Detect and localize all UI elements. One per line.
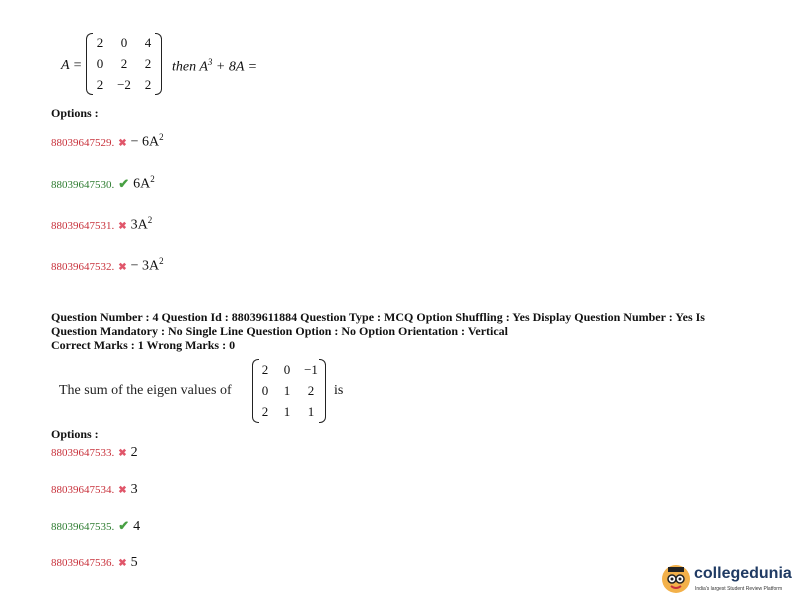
q3-matrix-cell: 2 [96, 35, 104, 50]
q4-matrix-cell: 1 [283, 383, 291, 398]
cross-icon: ✖ [118, 485, 127, 496]
option-id: 88039647535. [51, 521, 115, 533]
option-id: 88039647534. [51, 484, 115, 496]
options-label-q4: Options : [51, 427, 99, 441]
check-icon: ✔ [118, 518, 130, 533]
q3-matrix-cell: −2 [117, 76, 131, 92]
option-row [51, 482, 138, 498]
q4-matrix-cell: 0 [261, 383, 269, 398]
q3-matrix-cell: 2 [120, 55, 128, 71]
q4-matrix [254, 359, 324, 423]
q4-meta [51, 310, 751, 352]
option-id: 88039647529. [51, 136, 115, 149]
cross-icon: ✖ [118, 558, 127, 569]
option-row [51, 445, 138, 461]
cross-icon: ✖ [118, 220, 127, 232]
option-row [51, 174, 155, 193]
option-text: 3 [130, 482, 138, 497]
q4-matrix-cell: 0 [283, 362, 291, 377]
q3-matrix-cell: 2 [96, 76, 104, 92]
option-row [51, 256, 164, 275]
option-row [51, 132, 164, 151]
q3-matrix-cell: 4 [144, 35, 152, 50]
option-id: 88039647536. [51, 557, 115, 569]
q4-matrix-cell: 1 [283, 404, 291, 419]
option-text: − $3A^2$ [130, 256, 164, 274]
option-row [51, 215, 152, 234]
check-icon: ✔ [118, 175, 130, 191]
q4-matrix-cell: 2 [261, 362, 269, 377]
q4-matrix-cell: 2 [307, 383, 315, 398]
q4-matrix-cell: 1 [307, 404, 315, 419]
option-row [51, 555, 138, 571]
option-id: 88039647533. [51, 447, 115, 459]
option-text: − $6A^2$ [130, 132, 164, 150]
q4-meta-line1: Question Number : 4 Question Id : 88039611884 Question Type : MCQ Option Shuffling : Yes Display Question Number : Yes Is [51, 310, 705, 324]
q4-matrix-cell: −1 [304, 362, 318, 377]
q3-matrix-cell: 2 [144, 55, 152, 71]
brand-logo [662, 561, 792, 599]
q3-matrix-cell: 2 [144, 76, 152, 92]
option-text: $3A^2$ [130, 215, 153, 233]
option-text: 5 [130, 555, 138, 570]
option-text: 4 [133, 519, 141, 534]
q4-marks: Correct Marks : 1 Wrong Marks : 0 [51, 338, 236, 352]
q4-matrix-cell: 2 [261, 404, 269, 419]
q3-then-text: then $A^3 + 8A$ = [172, 57, 258, 75]
q3-matrix [88, 33, 160, 95]
option-id: 88039647531. [51, 219, 115, 232]
option-text: 2 [130, 445, 138, 460]
option-row [51, 518, 140, 535]
option-id: 88039647532. [51, 260, 115, 273]
brand-name: collegedunia [694, 565, 792, 582]
q4-question-prefix: The sum of the eigen values of [59, 383, 232, 398]
q4-question-suffix: is [334, 383, 344, 398]
cross-icon: ✖ [118, 137, 127, 149]
mascot-icon [662, 565, 690, 593]
q3-matrix-cell: 0 [120, 35, 128, 50]
q3-lhs: A = [61, 58, 83, 73]
option-id: 88039647530. [51, 178, 115, 191]
q4-meta-line2: Question Mandatory : No Single Line Question Option : No Option Orientation : Vertical [51, 324, 509, 338]
cross-icon: ✖ [118, 448, 127, 459]
option-text: $6A^2$ [133, 174, 155, 192]
options-label: Options : [51, 106, 99, 120]
cross-icon: ✖ [118, 261, 127, 273]
q3-matrix-cell: 0 [96, 55, 104, 71]
brand-tagline: India's largest Student Review Platform [695, 586, 783, 592]
